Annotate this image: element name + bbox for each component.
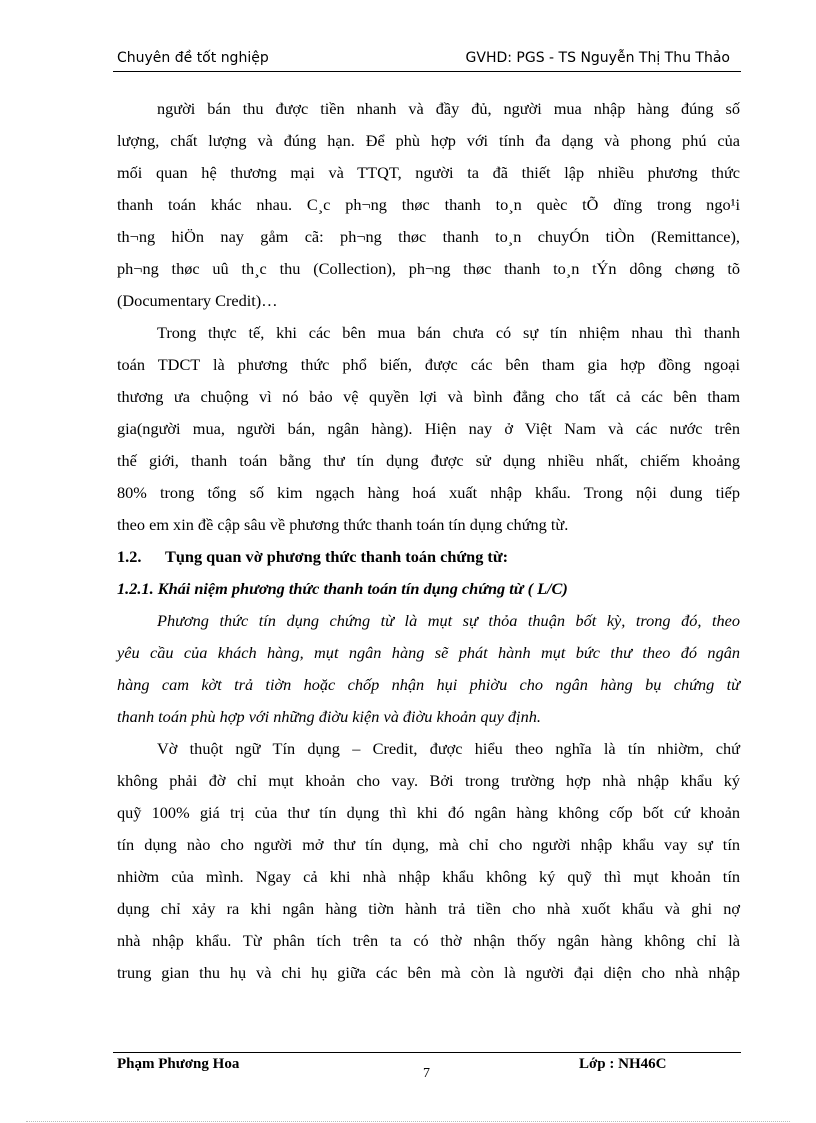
text-line: Vờ thuột ngữ Tín dụng – Credit, được hiểu theo nghĩa là tín nhiờm, chứ (157, 739, 740, 758)
text-line: quỹ 100% giá trị của thư tín dụng thì khi đó ngân hàng không cốp bốt cứ khoản (117, 803, 740, 822)
text-line: nhiờm của mình. Ngay cả khi nhà nhập khẩu không ký quỹ thì mụt khoản tín (117, 867, 740, 886)
text-line: nhà nhập khẩu. Từ phân tích trên ta có thờ nhận thốy ngân hàng không chỉ là (117, 931, 740, 950)
text-line: Trong thực tế, khi các bên mua bán chưa có sự tín nhiệm nhau thì thanh (157, 323, 740, 342)
class-label: Lớp : NH46C (579, 1056, 667, 1072)
text-line: (Documentary Credit)… (117, 291, 278, 310)
text-line: th¬ng hiÖn nay gåm cã: ph¬ng thøc thanh to¸n chuyÓn tiÒn (Remittance), (117, 227, 740, 246)
header-title: Chuyên đề tốt nghiệp (117, 50, 269, 66)
text-line: toán TDCT là phương thức phổ biến, được các bên tham gia hợp đồng ngoại (117, 355, 740, 374)
page-bottom-border (26, 1121, 790, 1122)
paragraph-tdct (117, 317, 740, 541)
text-line: lượng, chất lượng và đúng hạn. Để phù hợp với tính đa dạng và phong phú của (117, 131, 740, 150)
definition-paragraph (117, 605, 740, 733)
text-line: không phải đờ chỉ mụt khoản cho vay. Bởi trong trường hợp nhà nhập khẩu ký (117, 771, 740, 790)
header-supervisor: GVHD: PGS - TS Nguyễn Thị Thu Thảo (465, 50, 730, 66)
text-line: mối quan hệ thương mại và TTQT, người ta đã thiết lập nhiều phương thức (117, 163, 740, 182)
header-rule (113, 71, 741, 72)
text-line: 80% trong tổng số kim ngạch hàng hoá xuất nhập khẩu. Trong nội dung tiếp (117, 483, 740, 502)
text-line: Phương thức tín dụng chứng từ là mụt sự thỏa thuận bốt kỳ, trong đó, theo (157, 611, 740, 630)
page-body (117, 93, 740, 989)
text-line: thanh toán phù hợp với những điờu kiện và điờu khoản quy định. (117, 707, 541, 726)
subsection-heading: 1.2.1. Khái niệm phương thức thanh toán tín dụng chứng từ ( L/C) (117, 579, 568, 598)
footer-rule (113, 1052, 741, 1053)
text-line: thanh toán khác nhau. C¸c ph¬ng thøc thanh to¸n quèc tÕ dïng trong ngo¹i (117, 195, 740, 214)
section-title: Tụng quan vờ phương thức thanh toán chứng từ: (165, 547, 509, 566)
page-header (117, 48, 740, 72)
text-line: người bán thu được tiền nhanh và đầy đủ, người mua nhập hàng đúng số (157, 99, 740, 118)
page-number: 7 (423, 1066, 430, 1081)
paragraph-credit (117, 733, 740, 989)
text-line: yêu cầu của khách hàng, mụt ngân hàng sẽ phát hành mụt bức thư theo đó ngân (117, 643, 740, 662)
paragraph-intro (117, 93, 740, 317)
text-line: hàng cam kờt trả tiờn hoặc chốp nhận hụi phiờu cho ngân hàng bụ chứng từ (117, 675, 740, 694)
section-number: 1.2. (117, 547, 142, 566)
section-heading (117, 541, 740, 573)
text-line: trung gian thu hụ và chi hụ giữa các bên mà còn là người đại diện cho nhà nhập (117, 963, 740, 982)
text-line: tín dụng nào cho người mở thư tín dụng, mà chỉ cho người nhập khẩu vay sự tín (117, 835, 740, 854)
text-line: ph¬ng thøc uû th¸c thu (Collection), ph¬ng thøc thanh to¸n tÝn dông chøng tõ (117, 259, 740, 278)
author-name: Phạm Phương Hoa (117, 1056, 240, 1072)
page-footer (117, 1056, 740, 1080)
text-line: gia(người mua, người bán, ngân hàng). Hiện nay ở Việt Nam và các nước trên (117, 419, 740, 438)
text-line: dụng chỉ xảy ra khi ngân hàng tiờn hành trả tiền cho nhà xuốt khẩu và ghi nợ (117, 899, 740, 918)
text-line: thương ưa chuộng vì nó bảo vệ quyền lợi và bình đẳng cho tất cả các bên tham (117, 387, 740, 406)
text-line: theo em xin đề cập sâu về phương thức thanh toán tín dụng chứng từ. (117, 515, 569, 534)
text-line: thế giới, thanh toán bằng thư tín dụng được sử dụng nhiều nhất, chiếm khoảng (117, 451, 740, 470)
